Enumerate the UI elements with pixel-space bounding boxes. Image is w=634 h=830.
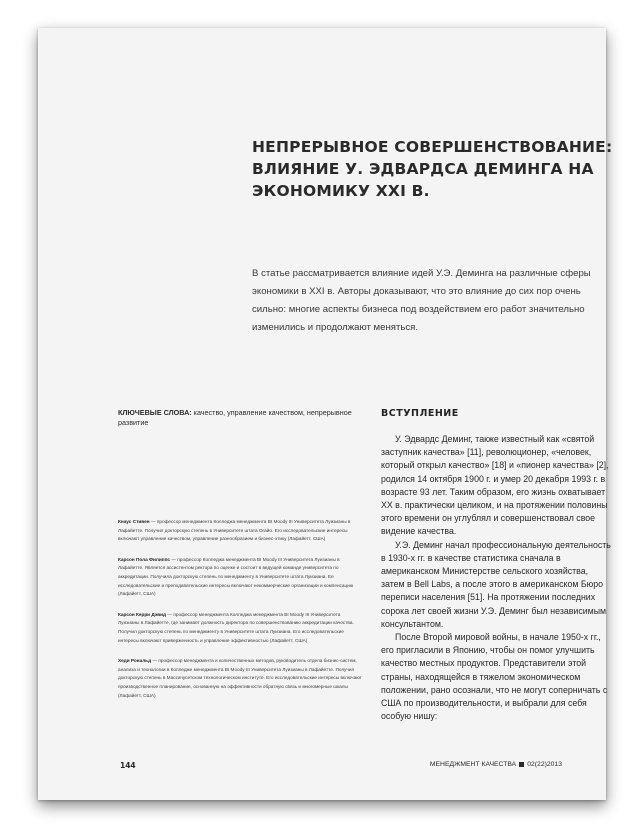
keywords-text: качество, управление качеством, непрерывное развитие bbox=[118, 408, 352, 427]
author-name: Хеди Рональд bbox=[118, 658, 152, 664]
article-body bbox=[381, 433, 613, 723]
author-name: Карсон Пола Филиппс bbox=[118, 556, 171, 562]
running-footer bbox=[430, 761, 562, 768]
author-bio bbox=[118, 518, 363, 544]
author-name: Кнаус Стивен bbox=[118, 519, 150, 524]
title-line: ВЛИЯНИЕ У. ЭДВАРДСА ДЕМИНГА НА bbox=[252, 160, 594, 178]
page-number: 144 bbox=[120, 761, 136, 770]
author-bios bbox=[118, 518, 363, 712]
body-paragraph: После Второй мировой войны, в начале 1950-х гг., его пригласили в Японию, чтобы он помог улучшить качество местных продуктов. Представители этой страны, находящейся в тяжелом экономическом положении, рано осознали, что не могут соперничать с США по производительности, и выбрали для себя особую нишу: bbox=[381, 632, 608, 722]
keywords-label: КЛЮЧЕВЫЕ СЛОВА: bbox=[118, 408, 192, 417]
author-bio-text: — профессор Колледжа менеджмента BI Moody III Университета Луизианы в Лафайетте. Является ассистентом ректора по оценке и состоит в ведущей команде университета по аккредитации. Получила докторскую степень по менеджменту в Университете штата Луизиана. Ее исследовательские и преподавательские интересы включают некоммерческие организации и компенсацию (Лафайетт, США) bbox=[118, 556, 354, 597]
title-line: ЭКОНОМИКУ XXI В. bbox=[252, 182, 430, 200]
article-abstract: В статье рассматривается влияние идей У.Э. Деминга на различные сферы экономики в XXI в. Авторы доказывают, что это влияние до сих пор очень сильно: многие аспекты бизнеса под воздействием его работ значительно изменились и продолжают меняться. bbox=[252, 268, 591, 333]
keywords bbox=[118, 408, 358, 428]
author-bio bbox=[118, 556, 363, 599]
author-bio-text: — профессор менеджмента Колледжа менеджмента BI Moody III Университета Луизианы в Лафайетте. Получил докторскую степень в Университете штата Огайо. Его исследовательские интересы включают управление качеством, управление разнообразием и бизнес-этику (Лафайетт, США) bbox=[118, 519, 351, 542]
body-paragraph: У. Эдвардс Деминг, также известный как «святой заступник качества» [11], революционер, «человек, который открыл качество» [18] и «пионер качества» [2], родился 14 октября 1900 г. и умер 20 декабря 1993 г. в возрасте 93 лет. Таким образом, его жизнь охватывает XX в. практически целиком, и на протяжении половины этого времени он углублял и совершенствовал свое видение качества. bbox=[381, 434, 609, 537]
author-bio bbox=[118, 657, 363, 700]
square-bullet-icon bbox=[519, 762, 524, 767]
journal-page bbox=[38, 28, 613, 800]
section-heading: ВСТУПЛЕНИЕ bbox=[381, 408, 459, 419]
title-line: НЕПРЕРЫВНОЕ СОВЕРШЕНСТВОВАНИЕ: bbox=[252, 138, 613, 156]
author-bio-text: — профессор менеджмента и количественных методов, руководитель отдела бизнес-систем, анализа и технологии в Колледже менеджмента BI Moody III Университета Луизианы в Лафайетте. Получил докторскую степень в Массачусетском технологическом институте. Его исследовательские интересы включают производственное планирование, основанную на эффективности обратную связь и многомерные шкалы (Лафайетт, США) bbox=[118, 658, 362, 698]
journal-name: МЕНЕДЖМЕНТ КАЧЕСТВА bbox=[429, 761, 517, 768]
author-name: Карсон Керри Дэвид bbox=[118, 611, 167, 617]
article-title bbox=[252, 136, 613, 202]
author-bio-text: — профессор менеджмента Колледжа менеджмента BI Moody III Университета Луизианы в Лафайетте, где занимает должность директора по совершенствованию аккредитации качества. Получил докторскую степень по менеджменту в Университете штата Луизиана. Его исследовательские интересы включают приверженность и управление эффективностью (Лафайетт, США) bbox=[118, 611, 354, 643]
body-paragraph: У.Э. Деминг начал профессиональную деятельность в 1930-х гг. в качестве статистика сначала в американском Министерстве сельского хозяйства, затем в Bell Labs, а после этого в американском Бюро переписи населения [51]. На протяжении последних сорока лет своей жизни У.Э. Деминг был независимым консультантом. bbox=[381, 539, 611, 629]
issue-number: 02(22)2013 bbox=[527, 761, 562, 768]
author-bio bbox=[118, 611, 363, 645]
